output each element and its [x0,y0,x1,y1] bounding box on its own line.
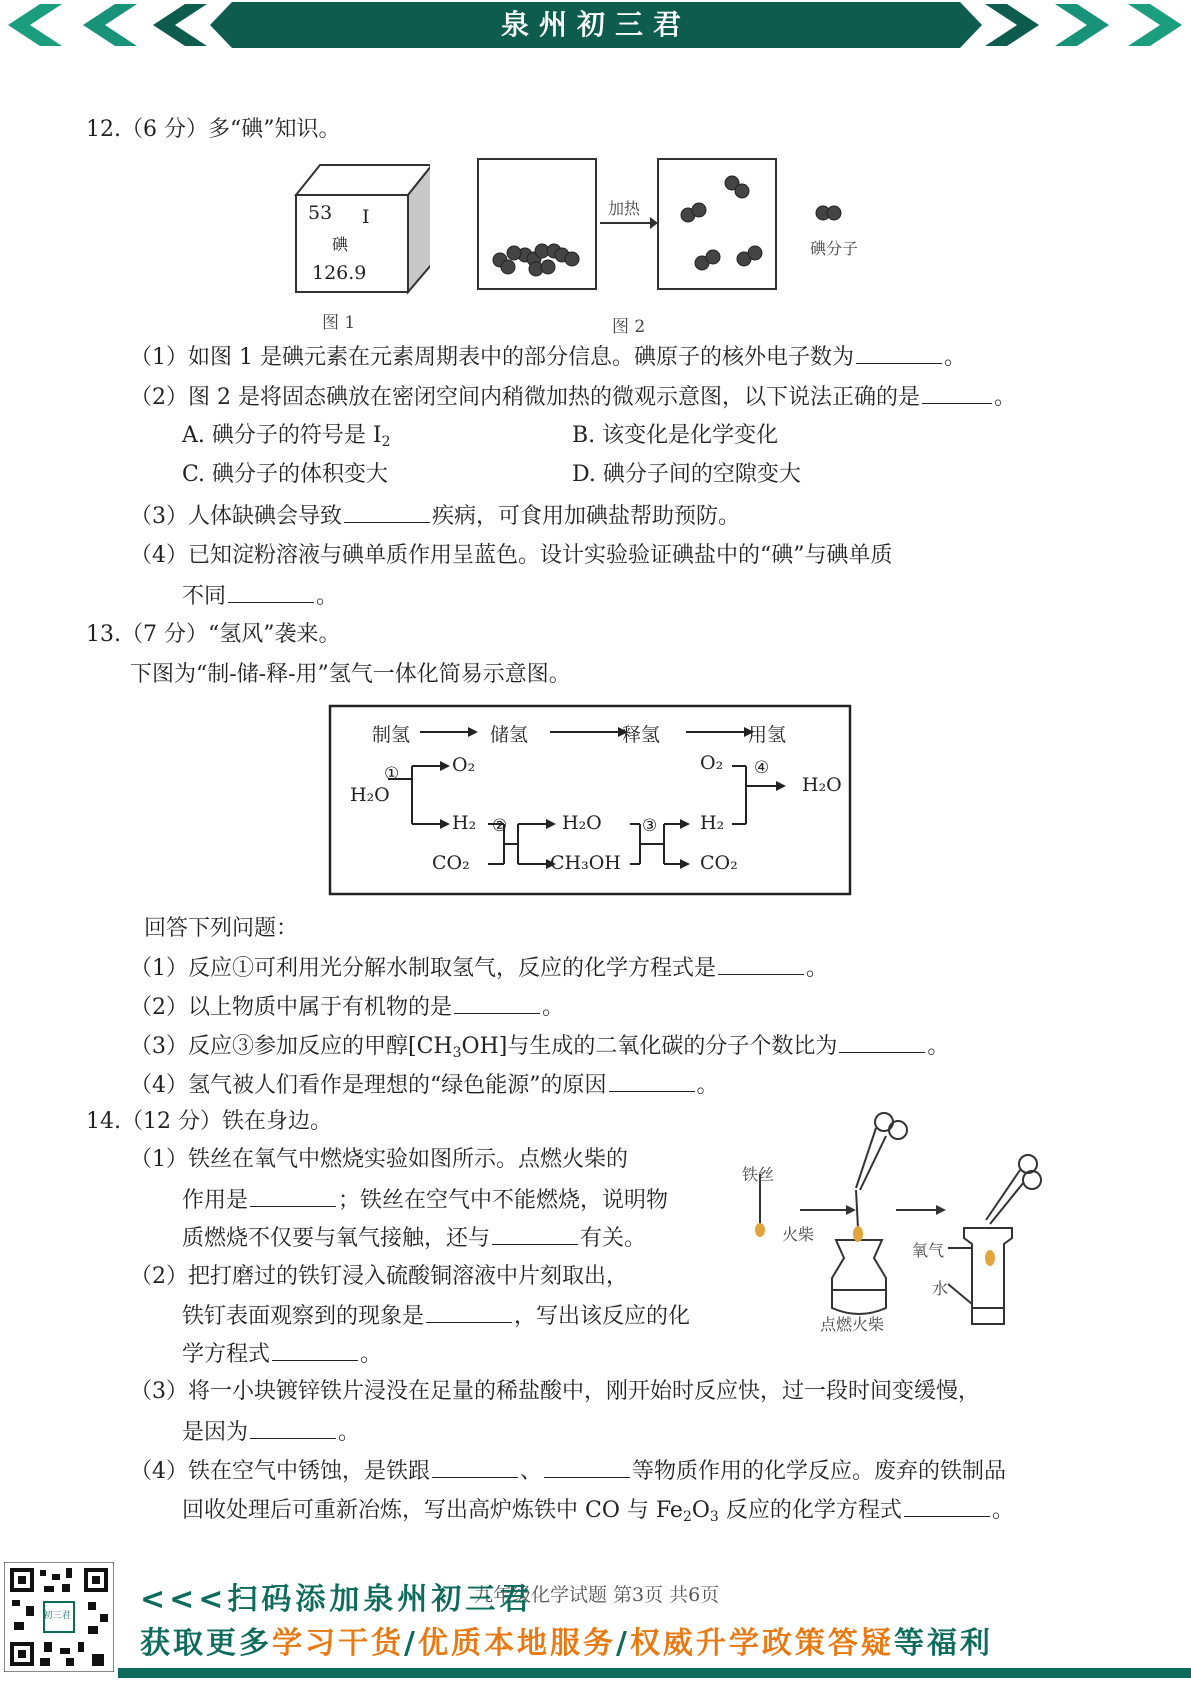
methanol-label: CH₃OH [550,852,621,874]
q12-option-a: A. 碘分子的符号是 $I_2$ [182,423,391,450]
q13-part4: （4）氢气被人们看作是理想的“绿色能源”的原因 。 [130,1069,719,1101]
chevron-right-icon [1128,4,1182,46]
q14-part2: （2）把打磨过的铁钉浸入硫酸铜溶液中片刻取出， [130,1264,628,1289]
q14-title: 14.（12 分）铁在身边。 [86,1109,332,1134]
step-release-h2: 释氢 [622,724,661,746]
element-symbol: I [362,206,370,228]
q14-part3-b: 是因为 。 [182,1416,360,1448]
step-produce-h2: 制氢 [372,724,411,746]
header-title: 泉州初三君 [500,8,691,41]
element-mass: 126.9 [312,262,367,284]
answer-blank[interactable] [718,952,804,975]
oxygen-label-2: O₂ [700,752,724,774]
fig1-caption: 图 1 [322,313,356,333]
reaction-2: ② [492,816,508,836]
q13-intro: 下图为“制-储-释-用”氢气一体化简易示意图。 [130,662,571,687]
answer-blank[interactable] [609,1069,695,1092]
q13-answer-intro: 回答下列问题： [144,916,299,941]
answer-blank[interactable] [228,580,314,603]
hydrogen-label-1: H₂ [452,812,477,834]
q14-part1: （1）铁丝在氧气中燃烧实验如图所示。点燃火柴的 [130,1147,628,1172]
page-info: 九年级化学试题 第3页 共6页 [474,1584,720,1606]
water-label: H₂O [350,784,390,806]
hydrogen-label-2: H₂ [700,812,725,834]
co2-label-1: CO₂ [432,852,470,874]
chevron-left-icon [153,4,207,46]
q14-part4-b: 回收处理后可重新冶炼，写出高炉炼铁中 CO 与 $Fe_2O_3$ 反应的化学方程式 。 [182,1494,1014,1532]
answer-blank[interactable] [272,1338,358,1361]
q14-part3: （3）将一小块镀锌铁片浸没在足量的稀盐酸中，刚开始时反应快，过一段时间变缓慢， [130,1379,980,1404]
q12-part3: （3）人体缺碘会导致 疾病，可食用加碘盐帮助预防。 [130,500,740,532]
answer-blank[interactable] [250,1184,336,1207]
q13-part3: （3）反应③参加反应的甲醇$[CH_3OH]$与生成的二氧化碳的分子个数比为 。 [130,1030,949,1068]
answer-blank[interactable] [839,1030,925,1053]
q12-part2: （2）图 2 是将固态碘放在密闭空间内稍微加热的微观示意图，以下说法正确的是 。 [130,381,1016,413]
answer-blank[interactable] [904,1494,990,1517]
q12-part1: （1）如图 1 是碘元素在元素周期表中的部分信息。碘原子的核外电子数为 。 [130,341,966,373]
footer-line1: <<<扫码添加泉州初三君 [140,1582,534,1617]
chevron-right-icon [1055,4,1109,46]
element-number: 53 [308,202,333,224]
element-name: 碘 [332,235,349,254]
q12-title: 12.（6 分）多“碘”知识。 [86,117,341,142]
answer-blank[interactable] [250,1416,336,1439]
heat-label: 加热 [608,199,641,218]
q13-part1: （1）反应①可利用光分解水制取氢气，反应的化学方程式是 。 [130,952,828,984]
reaction-1: ① [384,764,400,784]
figure-caption: 点燃火柴 [820,1315,885,1334]
q13-part2: （2）以上物质中属于有机物的是 。 [130,991,564,1023]
water-label: 水 [932,1279,949,1298]
step-use-h2: 用氢 [748,724,787,746]
q14-part1-c: 质燃烧不仅要与氧气接触，还与 有关。 [182,1222,646,1254]
q13-title: 13.（7 分）“氢风”袭来。 [86,622,341,647]
co2-label-2: CO₂ [700,852,738,874]
answer-blank[interactable] [922,381,992,404]
iodine-element-cube [290,160,430,340]
footer-line2: 获取更多学习干货/优质本地服务/权威升学政策答疑等福利 [140,1626,993,1661]
qr-label: 初三君 [43,1611,71,1621]
q14-part4: （4）铁在空气中锈蚀，是铁跟 、 等物质作用的化学反应。废弃的铁制品 [130,1455,1006,1487]
answer-blank[interactable] [454,991,540,1014]
iodine-molecule-legend: 碘分子 [810,239,859,258]
water-label-3: H₂O [802,774,842,796]
oxygen-label-1: O₂ [452,754,476,776]
water-label-2: H₂O [562,812,602,834]
answer-blank[interactable] [432,1455,518,1478]
chevron-left-icon [83,4,137,46]
reaction-4: ④ [754,758,770,778]
answer-blank[interactable] [426,1300,512,1323]
q12-option-c: C. 碘分子的体积变大 [182,462,389,487]
q14-part2-b: 铁钉表面观察到的现象是 ，写出该反应的化 [182,1300,690,1332]
answer-blank[interactable] [544,1455,630,1478]
answer-blank[interactable] [492,1222,578,1245]
q14-part2-c: 学方程式 。 [182,1338,382,1370]
iodine-heating-diagram [470,155,890,295]
q12-option-d: D. 碘分子间的空隙变大 [572,462,801,487]
q12-option-b: B. 该变化是化学变化 [572,423,779,448]
q12-part4: （4）已知淀粉溶液与碘单质作用呈蓝色。设计实验验证碘盐中的“碘”与碘单质 [130,543,893,568]
reaction-3: ③ [642,816,658,836]
footer-bar [118,1668,1191,1678]
chevron-left-icon [8,4,62,46]
step-store-h2: 储氢 [490,724,529,746]
oxygen-label: 氧气 [912,1241,945,1260]
chevron-right-icon [985,4,1039,46]
q14-part1-b: 作用是 ；铁丝在空气中不能燃烧，说明物 [182,1184,668,1216]
fig2-caption: 图 2 [612,317,646,337]
q12-part4-cont: 不同 。 [182,580,338,612]
answer-blank[interactable] [856,341,942,364]
answer-blank[interactable] [344,500,430,523]
iron-wire-label: 铁丝 [742,1165,775,1184]
match-label: 火柴 [782,1225,815,1244]
